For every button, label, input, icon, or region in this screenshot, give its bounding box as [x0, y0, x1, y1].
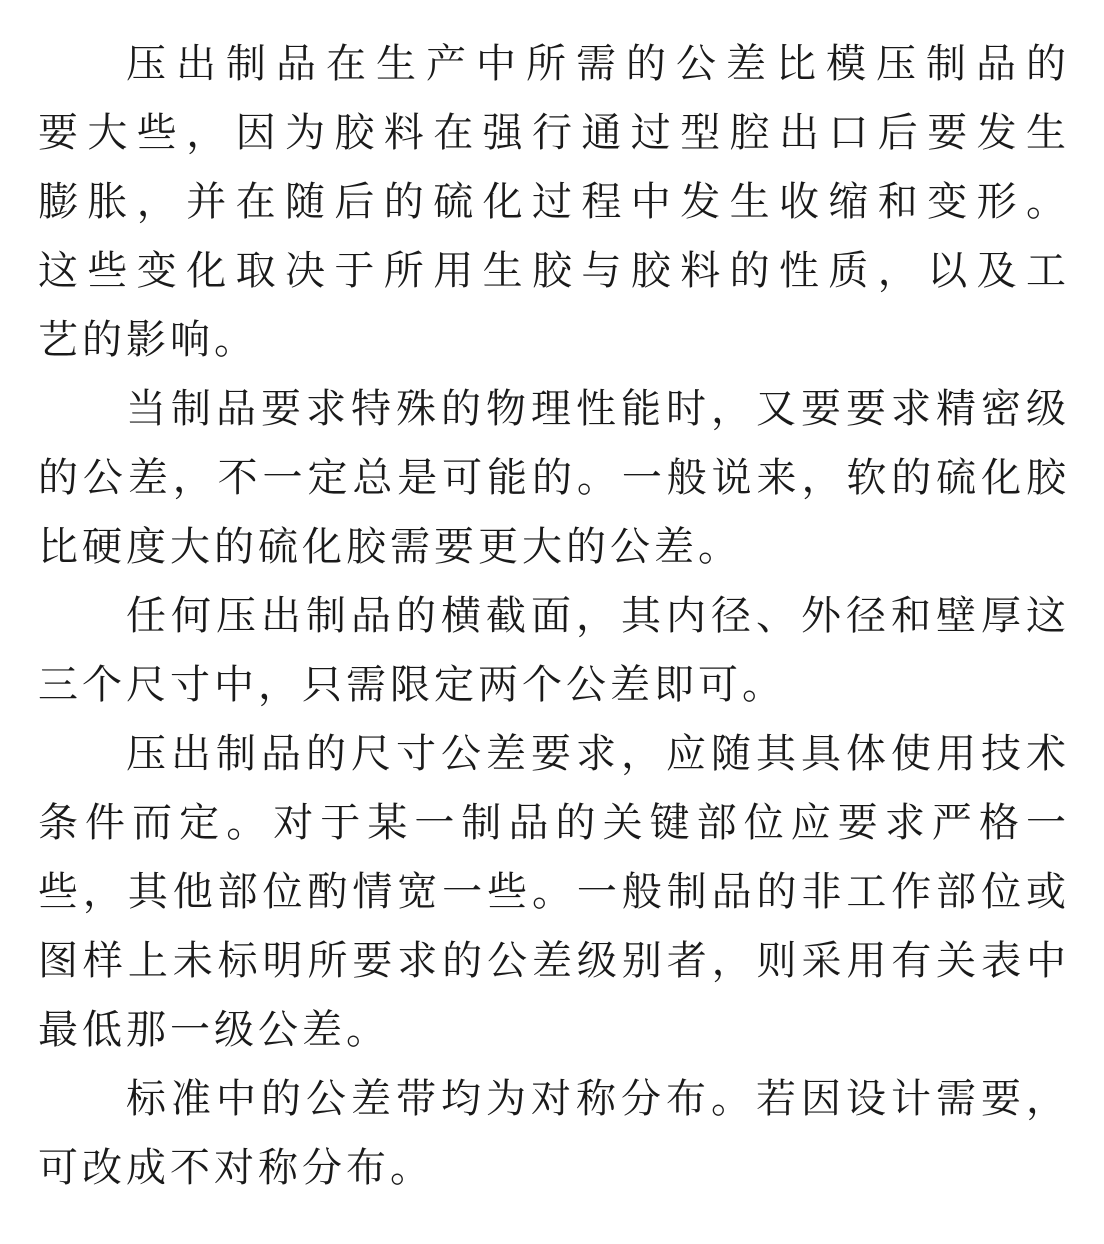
text-line: 三个尺寸中，只需限定两个公差即可。 [38, 662, 786, 708]
paragraph-2 [38, 375, 1070, 582]
text-line: 压出制品在生产中所需的公差比模压制品的 [126, 41, 1070, 87]
text-line: 要大些，因为胶料在强行通过型腔出口后要发生 [38, 110, 1070, 156]
paragraph-5 [38, 1065, 1070, 1203]
text-line: 膨胀，并在随后的硫化过程中发生收缩和变形。 [38, 179, 1070, 225]
document-page [38, 30, 1070, 1203]
paragraph-3 [38, 582, 1070, 720]
text-line: 的公差，不一定总是可能的。一般说来，软的硫化胶 [38, 455, 1070, 501]
text-line: 比硬度大的硫化胶需要更大的公差。 [38, 524, 742, 570]
text-line: 压出制品的尺寸公差要求，应随其具体使用技术 [126, 731, 1070, 777]
paragraph-1 [38, 30, 1070, 375]
text-line: 任何压出制品的横截面，其内径、外径和壁厚这 [126, 593, 1070, 639]
text-line: 标准中的公差带均为对称分布。若因设计需要， [126, 1076, 1070, 1122]
text-line: 些，其他部位酌情宽一些。一般制品的非工作部位或 [38, 869, 1070, 915]
text-line: 条件而定。对于某一制品的关键部位应要求严格一 [38, 800, 1070, 846]
text-line: 可改成不对称分布。 [38, 1145, 434, 1191]
text-line: 艺的影响。 [38, 317, 258, 363]
text-line: 当制品要求特殊的物理性能时，又要要求精密级 [126, 386, 1070, 432]
text-line: 图样上未标明所要求的公差级别者，则采用有关表中 [38, 938, 1070, 984]
text-line: 最低那一级公差。 [38, 1007, 390, 1053]
text-line: 这些变化取决于所用生胶与胶料的性质，以及工 [38, 248, 1070, 294]
paragraph-4 [38, 720, 1070, 1065]
